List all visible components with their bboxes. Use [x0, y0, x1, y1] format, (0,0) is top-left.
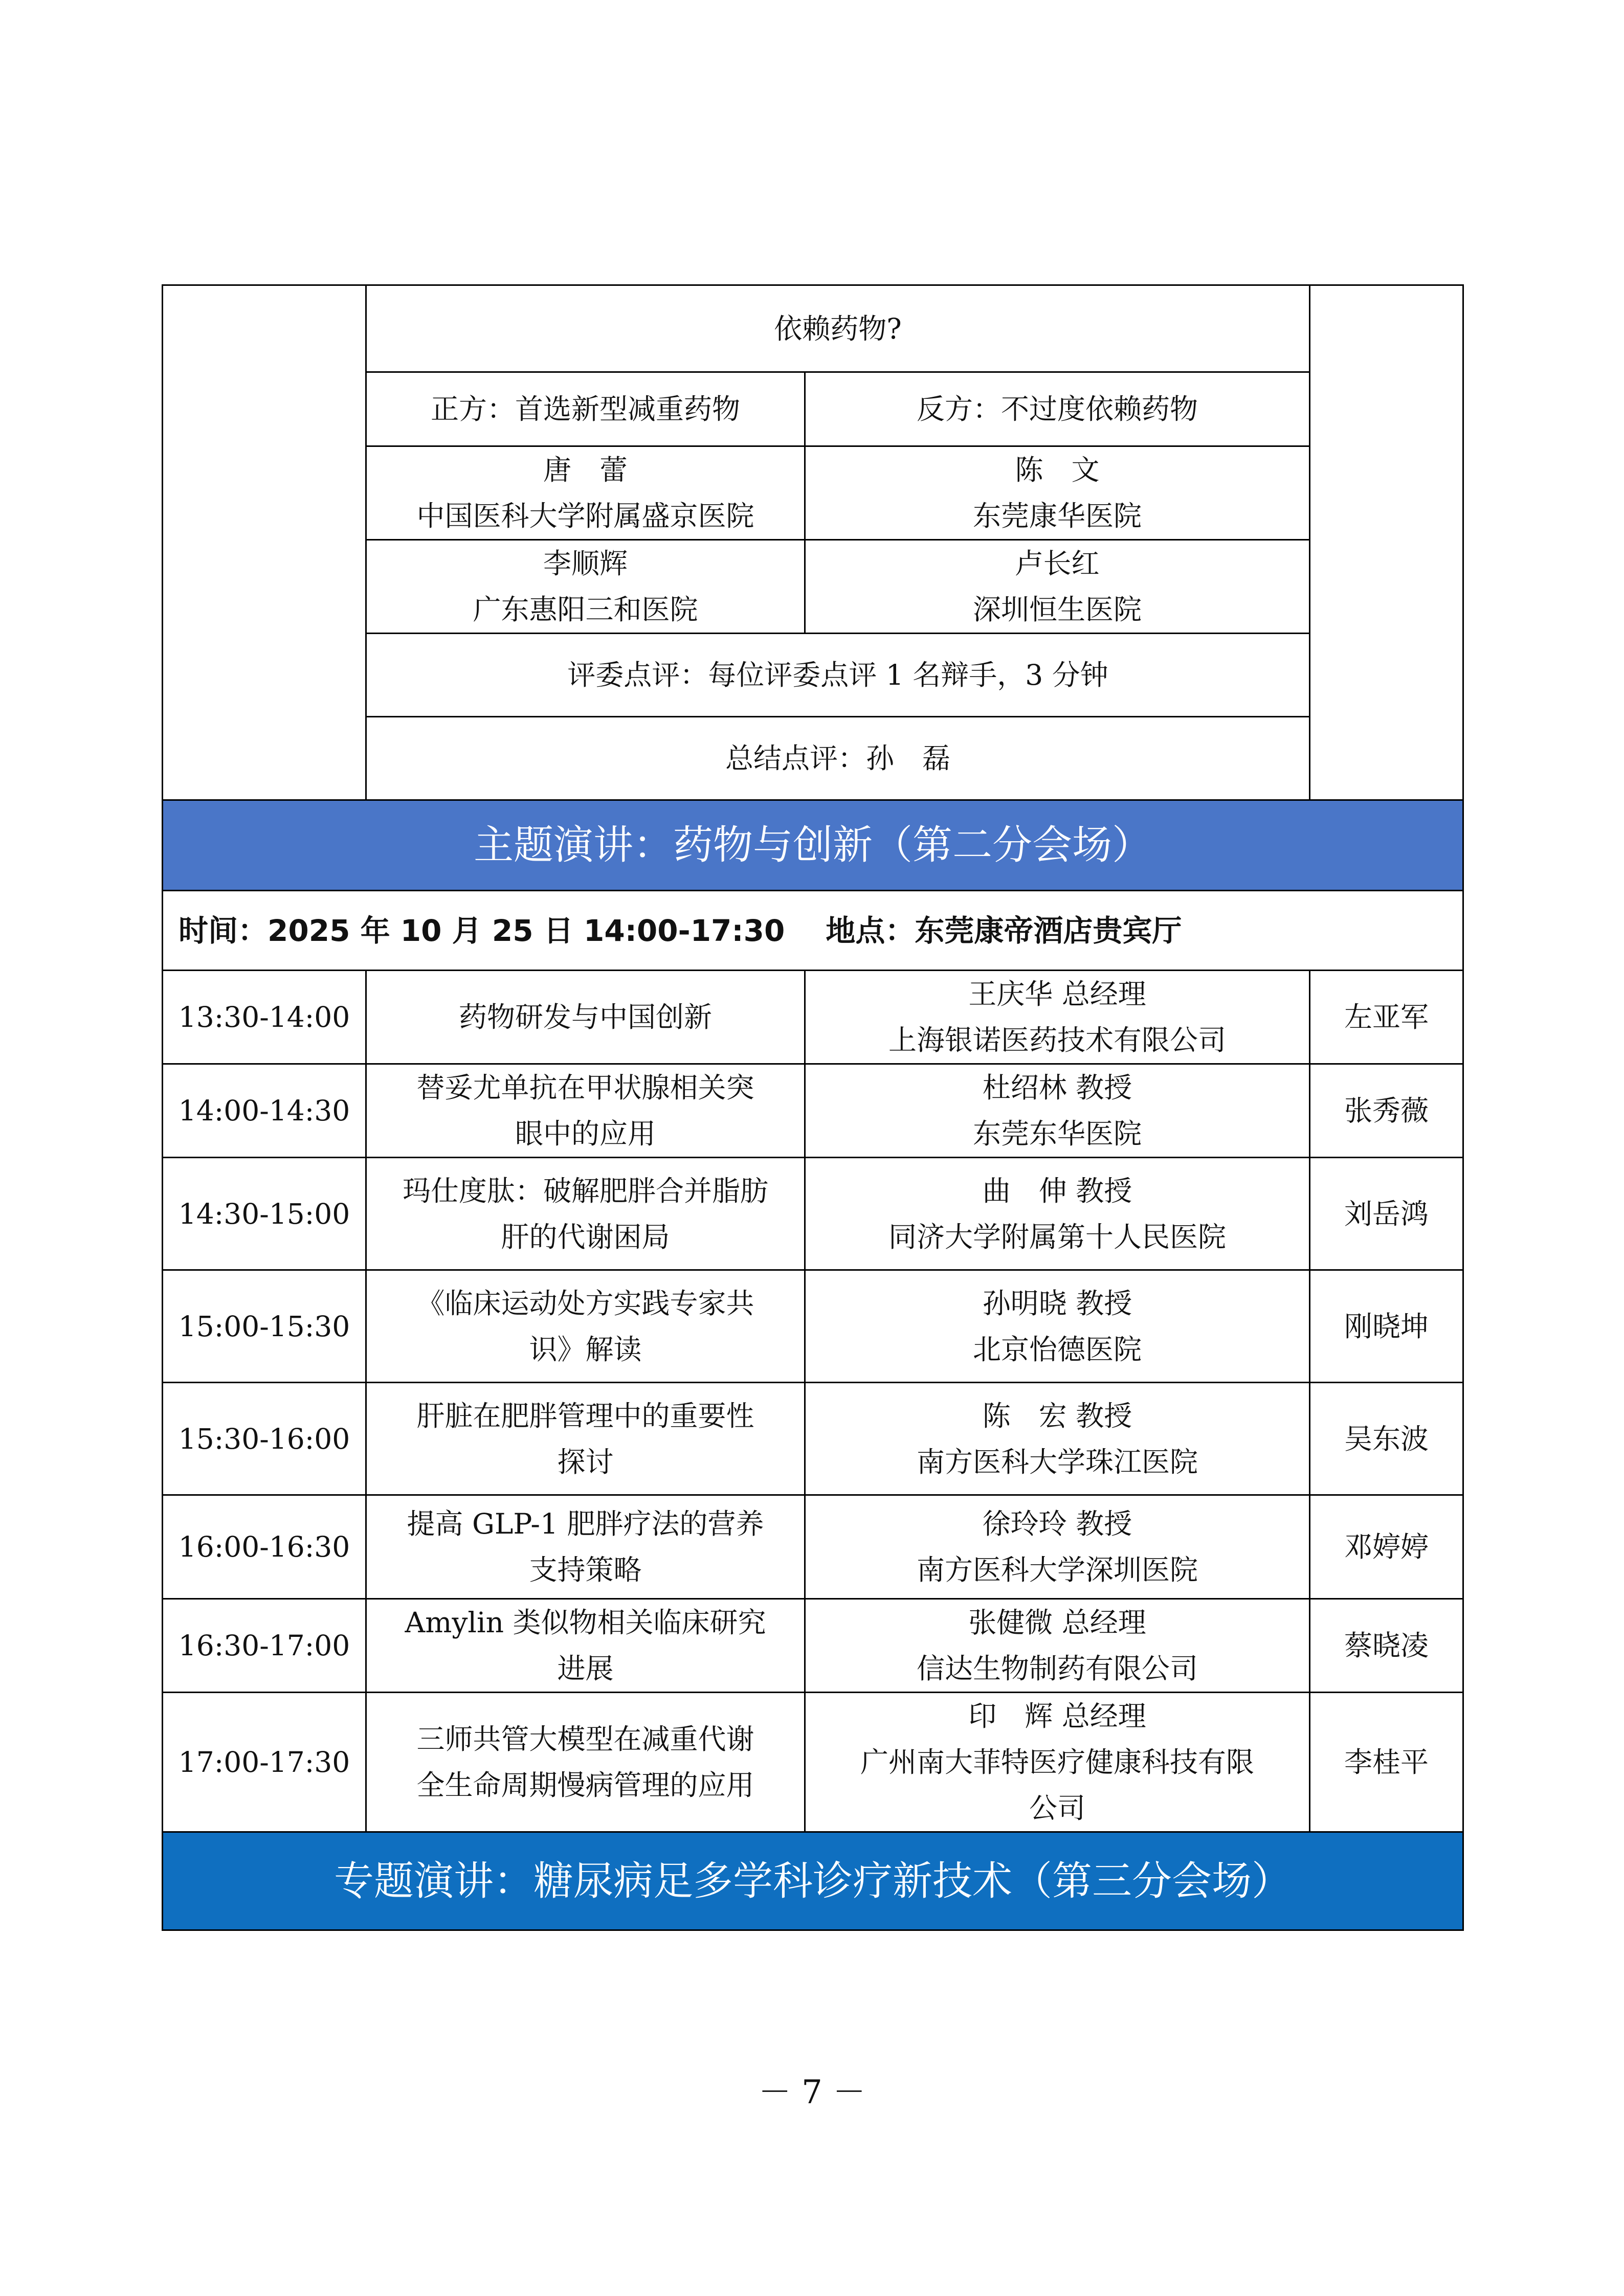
speaker-name: 曲 伸 教授 — [982, 1174, 1132, 1207]
table-row — [163, 971, 1463, 1064]
judges-note: 评委点评：每位评委点评 1 名辩手，3 分钟 — [366, 634, 1310, 717]
debate-pro-debater — [366, 446, 805, 540]
page-number: － 7 － — [758, 2074, 866, 2111]
speaker-org: 上海银诺医药技术有限公司 — [888, 1024, 1226, 1056]
talk-speaker — [805, 1599, 1310, 1693]
topic-line: Amylin 类似物相关临床研究 — [405, 1606, 766, 1639]
debate-chair-cell — [1310, 285, 1463, 800]
table-row — [163, 1270, 1463, 1383]
topic-line: 探讨 — [557, 1445, 614, 1478]
speaker-org: 公司 — [1029, 1792, 1085, 1825]
speaker-org: 广州南大菲特医疗健康科技有限 — [860, 1746, 1254, 1779]
talk-topic — [366, 1064, 805, 1158]
session-time: 时间：2025 年 10 月 25 日 14:00-17:30 — [179, 913, 785, 948]
talk-time: 16:30-17:00 — [163, 1599, 366, 1693]
topic-line: 三师共管大模型在减重代谢 — [416, 1723, 754, 1755]
talk-time: 17:00-17:30 — [163, 1693, 366, 1832]
debate-con-debater — [805, 446, 1310, 540]
table-row — [163, 1693, 1463, 1832]
talk-time: 13:30-14:00 — [163, 971, 366, 1064]
talk-speaker — [805, 1693, 1310, 1832]
speaker-org: 北京怡德医院 — [972, 1333, 1142, 1366]
table-row — [163, 1599, 1463, 1693]
talk-time: 14:00-14:30 — [163, 1064, 366, 1158]
debate-con-label: 反方：不过度依赖药物 — [805, 372, 1310, 446]
topic-line: 识》解读 — [529, 1333, 642, 1366]
debate-pro-debater — [366, 540, 805, 634]
topic-line: 进展 — [557, 1652, 614, 1685]
session3-title: 专题演讲：糖尿病足多学科诊疗新技术（第三分会场） — [163, 1832, 1463, 1930]
talk-chair: 邓婷婷 — [1310, 1495, 1463, 1599]
topic-line: 《临床运动处方实践专家共 — [416, 1287, 754, 1320]
topic-line: 全生命周期慢病管理的应用 — [416, 1769, 754, 1802]
session2-title: 主题演讲：药物与创新（第二分会场） — [163, 800, 1463, 891]
talk-topic — [366, 1158, 805, 1270]
debate-topic: 依赖药物? — [366, 285, 1310, 372]
debater-org: 广东惠阳三和医院 — [473, 593, 698, 626]
talk-chair: 蔡晓凌 — [1310, 1599, 1463, 1693]
debater-name: 唐 蕾 — [543, 454, 628, 486]
schedule-table — [162, 284, 1464, 1931]
debater-org: 东莞康华医院 — [972, 500, 1142, 532]
debater-name: 李顺辉 — [543, 547, 628, 580]
debater-org: 深圳恒生医院 — [972, 593, 1142, 626]
debater-name: 陈 文 — [1015, 454, 1100, 486]
talk-chair: 李桂平 — [1310, 1693, 1463, 1832]
topic-line: 肝的代谢困局 — [501, 1220, 670, 1253]
talk-chair: 吴东波 — [1310, 1383, 1463, 1495]
talk-topic — [366, 1599, 805, 1693]
talk-speaker — [805, 971, 1310, 1064]
debate-con-debater — [805, 540, 1310, 634]
table-row — [163, 1383, 1463, 1495]
talk-topic — [366, 1495, 805, 1599]
talk-time: 14:30-15:00 — [163, 1158, 366, 1270]
topic-line: 提高 GLP-1 肥胖疗法的营养 — [407, 1507, 764, 1540]
debater-name: 卢长红 — [1015, 547, 1100, 580]
talk-chair: 左亚军 — [1310, 971, 1463, 1064]
speaker-org: 南方医科大学珠江医院 — [916, 1445, 1198, 1478]
topic-line: 替妥尤单抗在甲状腺相关突 — [416, 1071, 754, 1104]
topic-line: 支持策略 — [529, 1554, 642, 1586]
speaker-org: 同济大学附属第十人民医院 — [888, 1220, 1226, 1253]
summary-note: 总结点评：孙 磊 — [366, 717, 1310, 800]
topic-line: 眼中的应用 — [515, 1117, 656, 1150]
talk-chair: 刘岳鸿 — [1310, 1158, 1463, 1270]
session2-time-location — [163, 891, 1463, 971]
talk-speaker — [805, 1158, 1310, 1270]
talk-speaker — [805, 1064, 1310, 1158]
speaker-name: 陈 宏 教授 — [982, 1399, 1132, 1432]
talk-time: 15:30-16:00 — [163, 1383, 366, 1495]
speaker-name: 王庆华 总经理 — [968, 978, 1146, 1010]
talk-topic — [366, 1693, 805, 1832]
table-row — [163, 1064, 1463, 1158]
speaker-org: 信达生物制药有限公司 — [916, 1652, 1198, 1685]
table-row — [163, 1158, 1463, 1270]
table-row — [163, 1495, 1463, 1599]
speaker-name: 印 辉 总经理 — [968, 1700, 1146, 1732]
debate-time-cell — [163, 285, 366, 800]
topic-line: 药物研发与中国创新 — [458, 1001, 712, 1033]
speaker-name: 张健微 总经理 — [968, 1606, 1146, 1639]
topic-line: 肝脏在肥胖管理中的重要性 — [416, 1399, 754, 1432]
speaker-org: 东莞东华医院 — [972, 1117, 1142, 1150]
talk-topic — [366, 971, 805, 1064]
topic-line: 玛仕度肽：破解肥胖合并脂肪 — [402, 1174, 768, 1207]
talk-topic — [366, 1383, 805, 1495]
talk-time: 15:00-15:30 — [163, 1270, 366, 1383]
speaker-name: 杜绍林 教授 — [982, 1071, 1132, 1104]
talk-speaker — [805, 1495, 1310, 1599]
debate-pro-label: 正方：首选新型减重药物 — [366, 372, 805, 446]
speaker-name: 孙明晓 教授 — [982, 1287, 1132, 1320]
talk-speaker — [805, 1270, 1310, 1383]
talk-time: 16:00-16:30 — [163, 1495, 366, 1599]
speaker-name: 徐玲玲 教授 — [982, 1507, 1132, 1540]
speaker-org: 南方医科大学深圳医院 — [916, 1554, 1198, 1586]
talk-chair: 张秀薇 — [1310, 1064, 1463, 1158]
talk-speaker — [805, 1383, 1310, 1495]
debater-org: 中国医科大学附属盛京医院 — [416, 500, 754, 532]
session-location: 地点：东莞康帝酒店贵宾厅 — [826, 913, 1182, 948]
talk-topic — [366, 1270, 805, 1383]
talk-chair: 刚晓坤 — [1310, 1270, 1463, 1383]
